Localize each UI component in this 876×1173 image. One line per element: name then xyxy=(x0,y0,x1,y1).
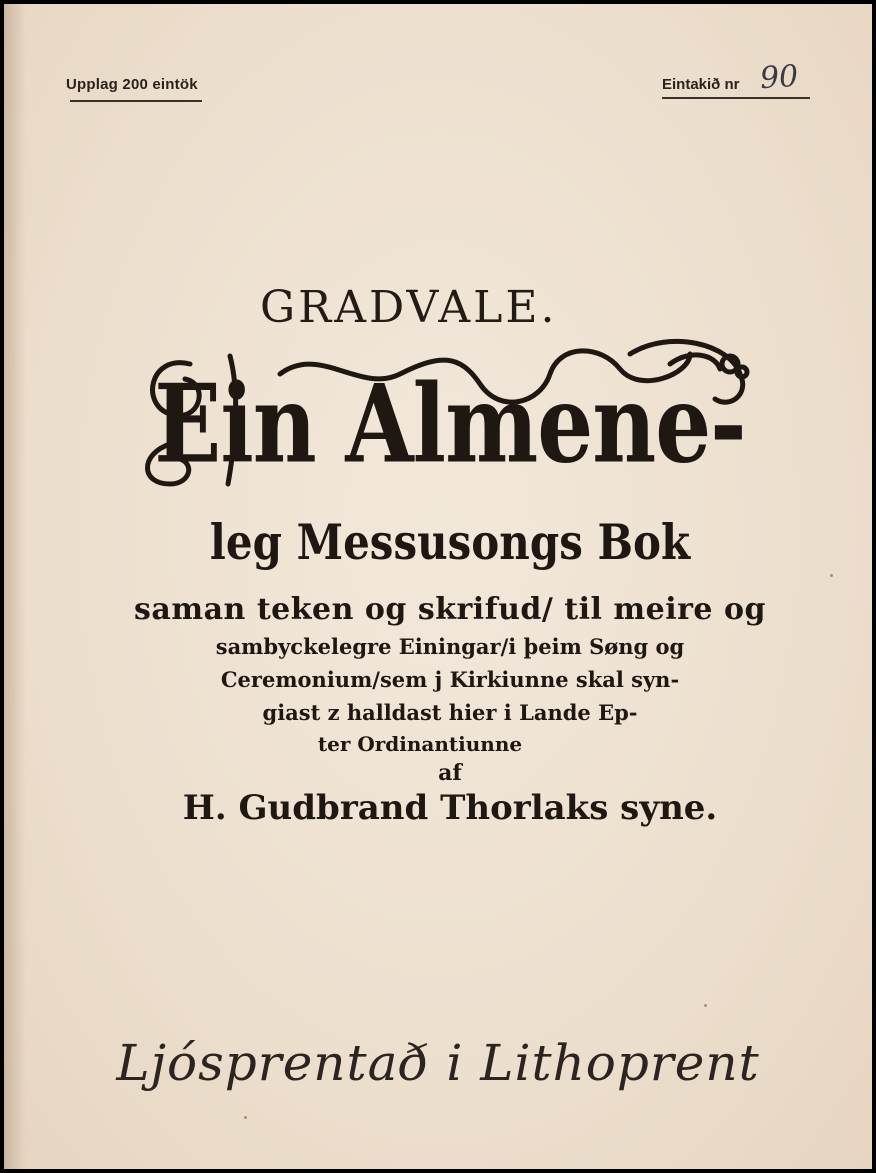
title-block xyxy=(130,282,770,842)
author-name: H. Gudbrand Thorlaks syne. xyxy=(182,788,718,828)
paper-speck xyxy=(704,1004,707,1007)
title-line-3: Ceremonium/sem j Kirkiunne skal syn- xyxy=(220,667,680,692)
book-page xyxy=(4,4,872,1169)
main-title: Ein Almene- xyxy=(154,360,746,487)
subtitle: leg Messusongs Bok xyxy=(209,514,691,571)
title-line-4: giast z halldast hier i Lande Ep- xyxy=(262,700,638,725)
paper-speck xyxy=(830,574,833,577)
author-prefix: af xyxy=(438,760,462,786)
copy-number-underline xyxy=(662,97,810,99)
title-line-2: sambyckelegre Einingar/i þeim Søng og xyxy=(215,634,685,659)
copy-number-field xyxy=(662,58,812,102)
copy-number-label: Eintakið nr xyxy=(662,76,740,93)
title-line-5: ter Ordinantiunne xyxy=(317,732,523,756)
handwritten-copy-number: 90 xyxy=(758,58,800,97)
printer-imprint: Ljósprentað i Lithoprent xyxy=(116,1034,760,1092)
page-gutter-shadow xyxy=(4,4,26,1169)
edition-underline xyxy=(70,100,202,102)
title-line-1: saman teken og skrifud/ til meire og xyxy=(134,592,766,627)
book-heading: GRADVALE. xyxy=(260,282,558,333)
paper-speck xyxy=(244,1116,247,1119)
edition-size-label: Upplag 200 eintök xyxy=(66,76,198,93)
